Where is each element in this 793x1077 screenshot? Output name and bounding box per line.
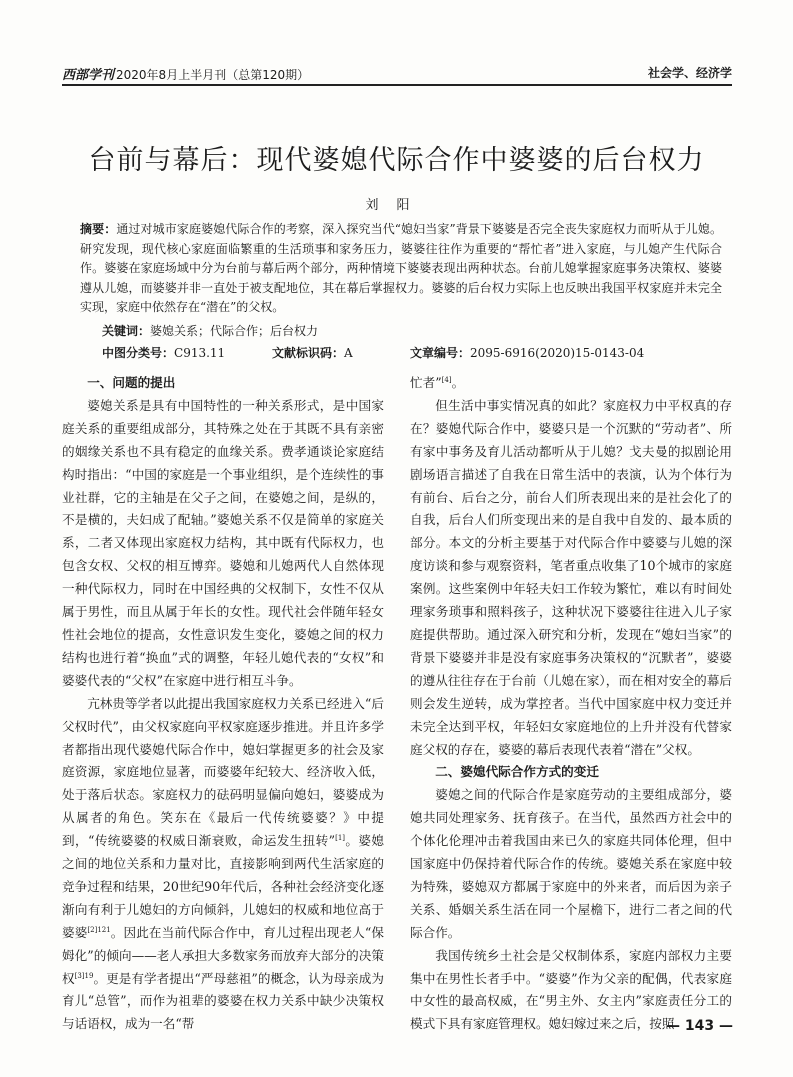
author-name: 刘阳 (365, 198, 428, 213)
issue-info: 2020年8月上半月刊（总第120期） (116, 68, 310, 82)
paragraph: 但生活中事实情况真的如此？家庭权力中平权真的存在？婆媳代际合作中，婆婆只是一个沉默的“劳动者”、所有家中事务及育儿活动都听从于儿媳？戈夫曼的拟剧论用剧场语言描述了自我在日常生活中的表演，认为个体行为有前台、后台之分，前台人们所表现出来的是社会化了的自我，后台人们所变现出来的是自我中自发的、最本质的部分。本文的分析主要基于对代际合作中婆婆与儿媳的深度访谈和参与观察资料，笔者重点收集了10个城市的家庭案例。这些案例中年轻夫妇工作较为繁忙，难以有时间处理家务琐事和照料孩子，这种状况下婆婆往往进入儿子家庭提供帮助。通过深入研究和分析，发现在“媳妇当家”的背景下婆婆并非是没有家庭事务决策权的“沉默者”，婆婆的遵从往往存在于台前（儿媳在家），而在相对安全的幕后则会发生逆转，成为掌控者。当代中国家庭中权力变迁并未完全达到平权，年轻妇女家庭地位的上升并没有代替家庭父权的存在，婆婆的幕后表现代表着“潜在”父权。 (410, 397, 732, 757)
citation: [3]19 (74, 971, 94, 980)
section-heading-1: 一、问题的提出 (87, 375, 176, 390)
right-column (410, 372, 732, 1036)
keywords-line (102, 322, 318, 339)
running-header (62, 62, 732, 82)
article-title: 台前与幕后：现代婆媳代际合作中婆婆的后台权力 (88, 145, 705, 176)
section-name: 社会学、经济学 (647, 66, 732, 80)
journal-issue (62, 64, 309, 83)
clc-line (102, 344, 225, 361)
header-rule (62, 84, 732, 86)
text-run: 。婆媳之间的地位关系和力量对比，直接影响到两代生活家庭的竞争过程和结果，20世纪90年代后，各种社会经济变化逐渐向有利于儿媳妇的方向倾斜，儿媳妇的权威和地位高于婆婆 (62, 833, 384, 940)
keywords-label: 关键词： (102, 324, 151, 338)
text-run: 。更是有学者提出“严母慈祖”的概念，认为母亲成为育儿“总管”，而作为祖辈的婆婆在权力关系中缺少决策权与话语权，成为一名“帮 (62, 970, 384, 1032)
clc-label: 中图分类号： (102, 346, 175, 360)
citation: [1] (335, 833, 346, 842)
text-run: 。因此在当前代际合作中，育儿过程出现老人“保姆化”的倾向——老人承担大多数家务而放弃大部分的决策权 (62, 924, 384, 986)
page-number: — 143 — (666, 1018, 733, 1034)
section-heading-2: 二、婆媳代际合作方式的变迁 (435, 764, 599, 780)
abstract-text: 通过对城市家庭婆媳代际合作的考察，深入探究当代“媳妇当家”背景下婆婆是否完全丧失家庭权力而听从于儿媳。研究发现，现代核心家庭面临繁重的生活琐事和家务压力，婆婆往往作为重要的“帮忙者”进入家庭，与儿媳产生代际合作。婆婆在家庭场域中分为台前与幕后两个部分，两种情境下婆婆表现出两种状态。台前儿媳掌握家庭事务决策权、婆婆遵从儿媳，而婆婆并非一直处于被支配地位，其在幕后掌握权力。婆婆的后台权力实际上也反映出我国平权家庭并未完全实现，家庭中依然存在“潜在”的父权。 (80, 222, 722, 315)
keywords: 婆媳关系；代际合作；后台权力 (150, 324, 319, 338)
text-run: 。 (451, 375, 465, 390)
paragraph: 婆媳关系是具有中国特性的一种关系形式，是中国家庭关系的重要组成部分，其特殊之处在于其既不具有亲密的姻缘关系也不具有稳定的血缘关系。费孝通谈论家庭结构时指出：“中国的家庭是一个事业组织，是个连续性的事业社群，它的主轴是在父子之间，在婆媳之间，是纵的，不是横的，夫妇成了配轴。”婆媳关系不仅是简单的家庭关系，二者又体现出家庭权力结构，其中既有代际权力，也包含女权、父权的相互博弈。婆媳和儿媳两代人自然体现一种代际权力，同时在中国经典的父权制下，女性不仅从属于男性，而且从属于年长的女性。现代社会伴随年轻女性社会地位的提高，女性意识发生变化，婆媳之间的权力结构也进行着“换血”式的调整，年轻儿媳代表的“女权”和婆婆代表的“父权”在家庭中进行相互斗争。 (62, 397, 384, 688)
article-no-line (410, 344, 644, 361)
paragraph-continuation (410, 372, 732, 395)
abstract (80, 220, 722, 318)
text-run: 亢林贵等学者以此提出我国家庭权力关系已经进入“后父权时代”，由父权家庭向平权家庭逐步推进。并且许多学者都指出现代婆媳代际合作中，媳妇掌握更多的社会及家庭资源，家庭地位显著，而婆婆年纪较大、经济收入低，处于落后状态。家庭权力的砝码明显偏向媳妇，婆婆成为从属者的角色。笑东在《最后一代传统婆婆？》中提到，“传统婆婆的权威日渐衰败，命运发生扭转” (62, 695, 384, 849)
doc-code: A (344, 346, 353, 360)
citation: [4] (441, 375, 452, 384)
paragraph: 我国传统乡土社会是父权制体系，家庭内部权力主要集中在男性长者手中。“婆婆”作为父亲的配偶，代表家庭中女性的最高权威，在“男主外、女主内”家庭责任分工的模式下具有家庭管理权。媳妇嫁过来之后，按照 (410, 947, 732, 1032)
journal-logo: 西部学刊 (62, 68, 115, 83)
doc-code-label: 文献标识码： (272, 346, 345, 360)
left-column (62, 372, 384, 1036)
article-no: 2095-6916(2020)15-0143-04 (470, 346, 645, 360)
abstract-label: 摘要： (80, 222, 117, 236)
doc-code-line (272, 344, 353, 361)
citation: [2]121 (87, 925, 111, 934)
article-no-label: 文章编号： (410, 346, 471, 360)
text-run: 忙者” (410, 375, 442, 390)
clc-code: C913.11 (174, 346, 226, 360)
paragraph: 婆媳之间的代际合作是家庭劳动的主要组成部分，婆媳共同处理家务、抚育孩子。在当代，虽然西方社会中的个体化伦理冲击着我国由来已久的家庭共同体伦理，但中国家庭中仍保持着代际合作的传统。婆媳关系在家庭中较为特殊，婆媳双方都属于家庭中的外来者，而后因为亲子关系、婚姻关系生活在同一个屋檐下，进行二者之间的代际合作。 (410, 787, 732, 940)
paragraph (62, 693, 384, 1037)
